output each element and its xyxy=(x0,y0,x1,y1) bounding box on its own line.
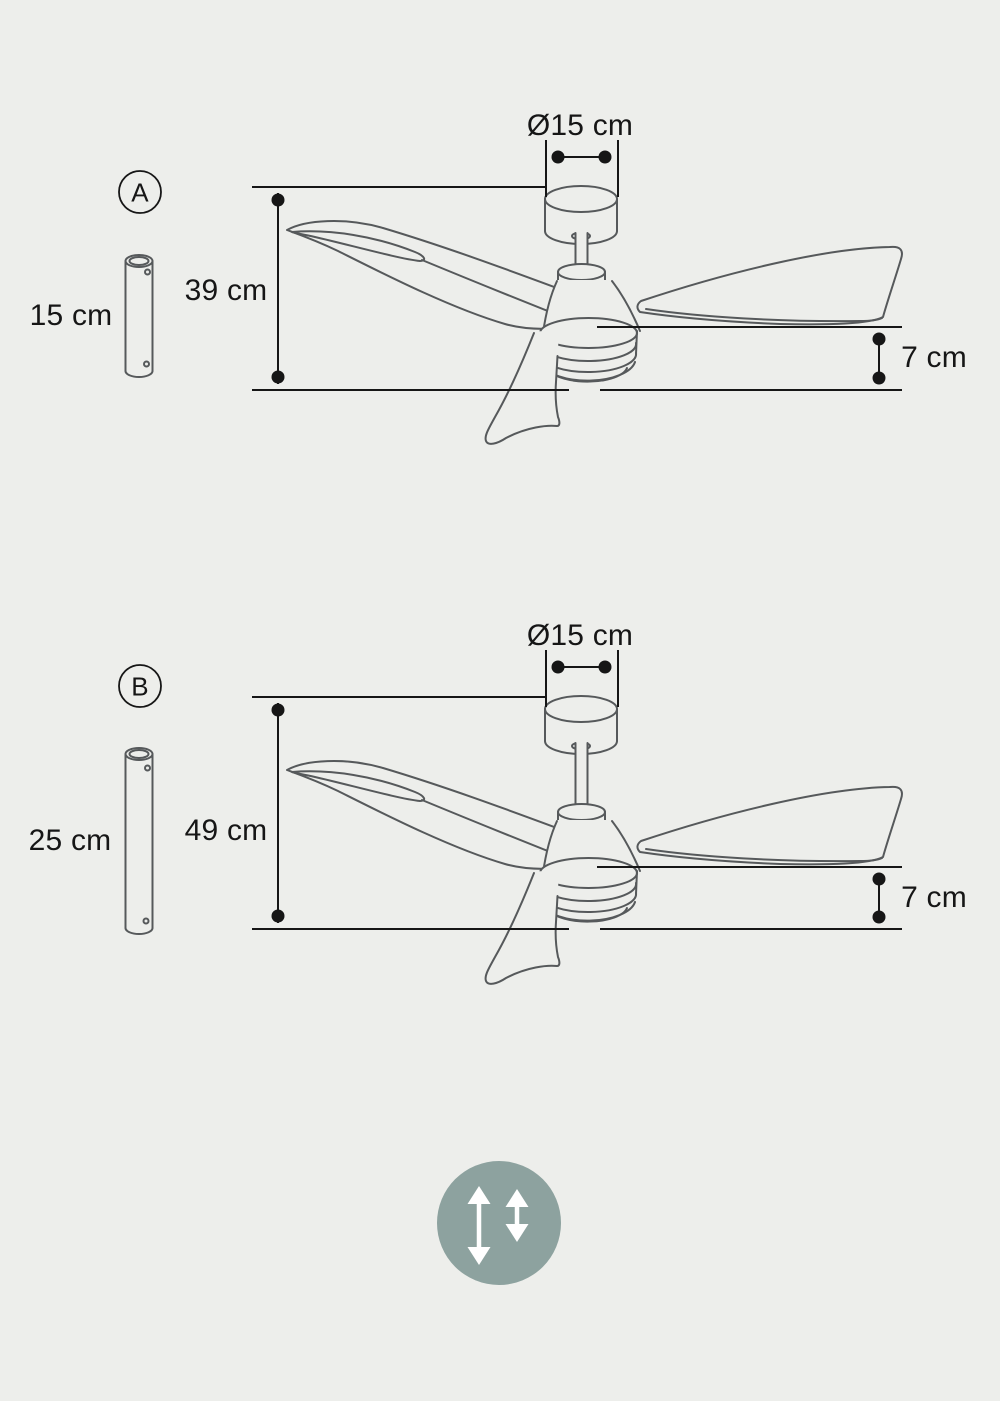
height-adjustment-icon xyxy=(437,1161,561,1285)
height-dimension-b xyxy=(272,703,285,923)
fan-a-height-label: 39 cm xyxy=(184,274,268,307)
downrod-a-length-label: 15 cm xyxy=(29,299,113,332)
downrod-b-length-label: 25 cm xyxy=(28,824,112,857)
downrod-a-illustration xyxy=(126,255,153,377)
fan-b-height-label: 49 cm xyxy=(184,814,268,847)
fan-b-canopy-diameter-label: Ø15 cm xyxy=(526,619,634,652)
height-dimension-a xyxy=(272,193,285,384)
fan-a-canopy-diameter-label: Ø15 cm xyxy=(526,109,634,142)
fan-b-clearance-label: 7 cm xyxy=(901,881,967,914)
clearance-dimension-a xyxy=(873,333,886,385)
downrod-b-illustration xyxy=(126,748,153,934)
section-a-badge-label: A xyxy=(131,177,149,208)
section-b-badge-label: B xyxy=(131,671,149,702)
height-adjustment-icon-circle xyxy=(437,1161,561,1285)
clearance-dimension-b xyxy=(873,873,886,924)
fan-a-clearance-label: 7 cm xyxy=(901,341,967,374)
